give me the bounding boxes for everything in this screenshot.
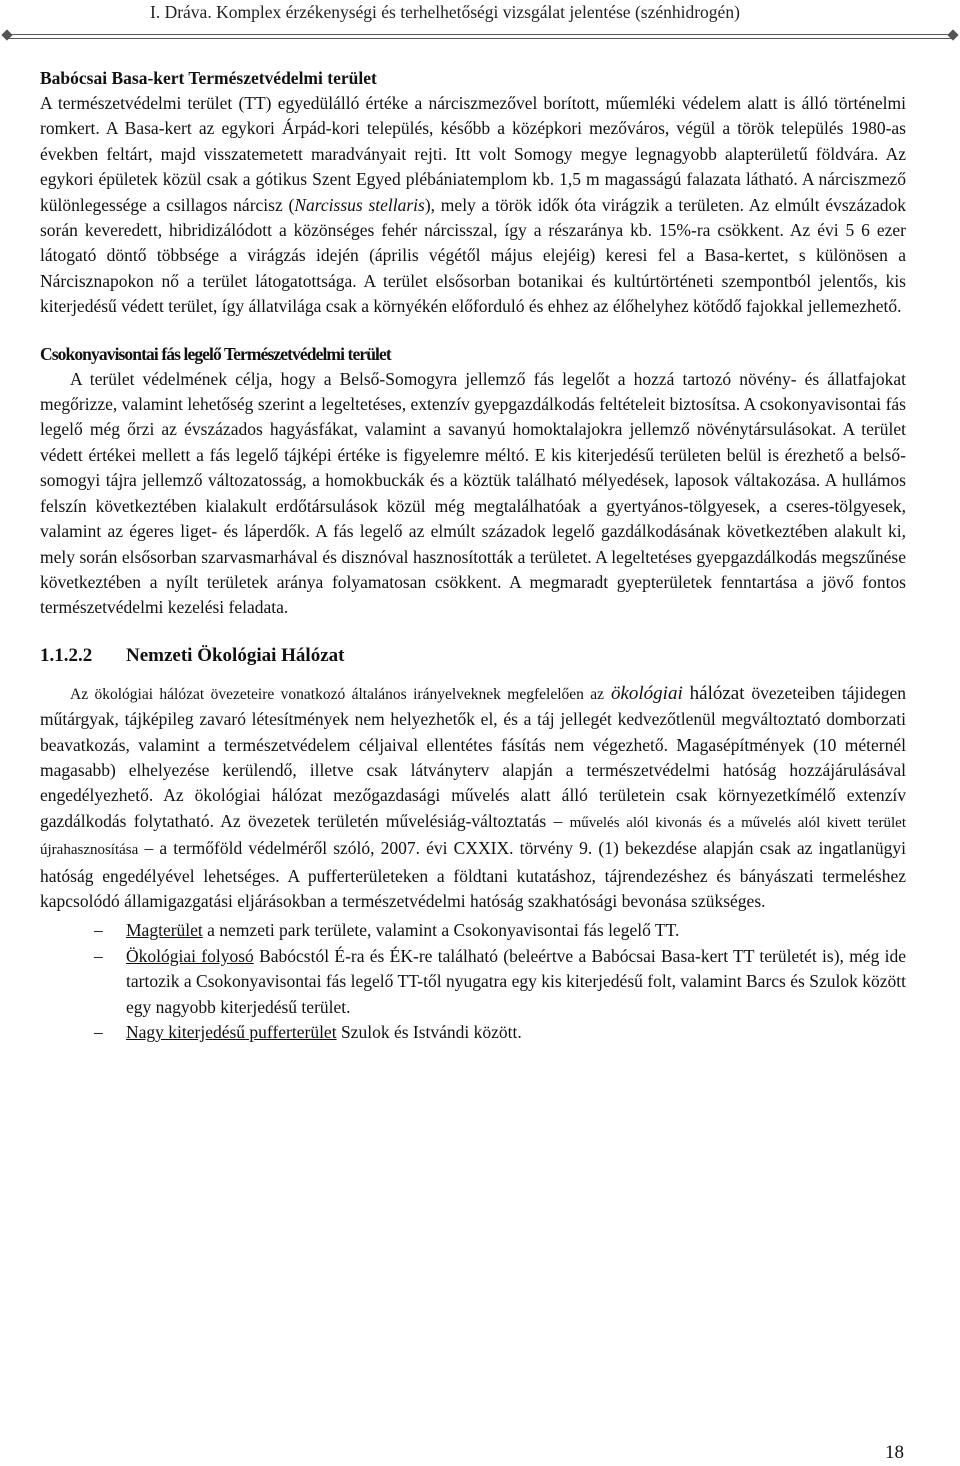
- paragraph-text: A természetvédelmi terület (TT) egyedülálló értéke a nárciszmezővel borított, műemléki védelem alatt is álló történelmi romkert. A Basa-kert az egykori Árpád-kori település, később a középkori mezőváros, végül a török település 1980-as években feltárt, majd visszatemetett maradványait rejti. Itt volt Somogy megye legnagyobb alapterületű földvára. Az egykori épületek közül csak a gótikus Szent Egyed plébániatemplom kb. 1,5 m magasságú falazata látható. A nárciszmező különlegessége a csillagos nárcisz (: [40, 93, 906, 215]
- section-title: Nemzeti Ökológiai Hálózat: [126, 644, 345, 666]
- spacer: [40, 320, 906, 342]
- spacer: [40, 621, 906, 643]
- species-name: Narcissus stellaris: [294, 194, 425, 215]
- dash: –: [144, 838, 154, 859]
- zone-list: [40, 918, 906, 1045]
- list-dash: –: [94, 945, 103, 966]
- document-body: [40, 66, 906, 1045]
- list-item: [40, 944, 906, 1020]
- lead-word: hálózat: [689, 682, 745, 704]
- section-heading-basa-kert: Babócsai Basa-kert Természetvédelmi terület: [40, 68, 377, 88]
- paragraph-text: a termőföld védelméről szóló, 2007. évi CXXIX. törvény 9. (1) bekezdése alapján csak az ingatlanügyi hatóság engedélyével lehetséges. A pufferterületeken a földtani kutatáshoz, tájrendezéshez és bányászati termeléshez kapcsolódó államigazgatási eljárásokban a természetvédelmi hatóság szakhatósági bevonása szükséges.: [40, 838, 907, 911]
- page-number: 18: [885, 1442, 904, 1463]
- list-item: [40, 1020, 906, 1045]
- paragraph-basa-kert: [40, 91, 906, 320]
- list-item-text: a nemzeti park területe, valamint a Csokonyavisontai fás legelő TT.: [202, 920, 680, 941]
- page-header: [0, 0, 960, 40]
- list-item-term: Nagy kiterjedésű pufferterület: [126, 1022, 337, 1042]
- paragraph-ecological-network: [40, 681, 906, 915]
- list-item-text: Szulok és Istvándi között.: [336, 1022, 522, 1042]
- section-heading-ecological-network: [40, 643, 906, 669]
- list-item: [40, 918, 906, 943]
- list-dash: –: [94, 920, 103, 941]
- inline-small-text: művelés alól kivonás és a művelés alól kivett terület újrahasznosítása: [40, 814, 907, 859]
- list-item-term: Ökológiai folyosó: [126, 945, 254, 966]
- list-item-text: Babócstól É-ra és ÉK-re található (beleértve a Babócsai Basa-kert TT területét is), még ide tartozik a Csokonyavisontai fás legelő TT-től nyugatra egy kis kiterjedésű folt, valamint Barcs és Szulok között egy nagyobb kiterjedésű terület.: [126, 945, 906, 1017]
- paragraph-csokonyavisonta: A terület védelmének célja, hogy a Belső-Somogyra jellemző fás legelőt a hozzá tartozó növény- és állatfajokat megőrizze, valamint lehetőség szerint a legeltetéses, extenzív gyepgazdálkodás feltételeit biztosítsa. A csokonyavisontai fás legelő még őrzi az évszázados hagyásfákat, valamint a savanyú homoktalajokra jellemző növénytársulásokat. A terület védett értékei mellett a fás legelő tájképi értéke is figyelemre méltó. E kis kiterjedésű területen belül is érezhető a belső-somogyi tájra jellemző változatosság, a homokbuckák és a köztük található mélyedések, laposok váltakozása. A hullámos felszín következtében kialakult erdőtársulások közül még megtalálhatóak a gyertyános-tölgyesek, a cseres-tölgyesek, valamint az égeres liget- és láperdők. A fás legelő az elmúlt századok legelő gazdálkodásának következtében alakult ki, mely során elsősorban szarvasmarhával és disznóval hasznosították a területet. A legeltetéses gyepgazdálkodás megszűnése következtében a nyílt területek aránya folyamatosan csökkent. A megmaradt gyepterületek fenntartása a jövő fontos természetvédelmi kezelési feladata.: [40, 368, 906, 618]
- spacer: [40, 669, 906, 681]
- paragraph-text: övezeteiben tájidegen műtárgyak, tájképileg zavaró létesítmények nem helyezhetők el, és a táj jellegét kedvezőtlenül megváltoztató domborzati beavatkozás, valamint a természetvédelem céljaival ellentétes fásítás nem végezhető. Magasépítmények (10 méternél magasabb) elhelyezése kerülendő, illetve csak látványterv alapján a természetvédelmi hatóság hozzájárulásával engedélyezhető. Az ökológiai hálózat mezőgazdasági művelés alatt álló területein csak környezetkímélő extenzív gazdálkodás folytatható. Az övezetek területén művelésiág-változtatás: [40, 682, 907, 831]
- section-heading-csokonyavisonta: Csokonyavisontai fás legelő Természetvédelmi terület: [40, 343, 391, 364]
- list-item-term: Magterület: [126, 920, 203, 941]
- paragraph-text: ), mely a török idők óta virágzik a területen. Az elmúlt évszázadok során keveredett, hibridizálódott a közönséges fehér nárcisszal, így a részaránya kb. 15%-ra csökkent. Az évi 5 6 ezer látogató döntő többsége a virágzás idején (április végétől május elejéig) keresi fel a Basa-kertet, s különösen a Nárcisznapokon nő a terület látogatottsága. A terület elsősorban botanikai és kultúrtörténeti szempontból jelentős, kis kiterjedésű védett terület, így állatvilága csak a környékén előforduló és ehhez az élőhelyhez kötődő fajokkal jellemezhető.: [40, 194, 906, 317]
- lead-italic: ökológiai: [610, 682, 683, 704]
- lead-text: Az ökológiai hálózat övezeteire vonatkozó általános irányelveknek megfelelően az: [70, 685, 605, 703]
- section-number: 1.1.2.2: [40, 644, 93, 666]
- header-rule: [8, 34, 952, 39]
- dash: –: [553, 810, 563, 831]
- header-title: I. Dráva. Komplex érzékenységi és terhelhetőségi vizsgálat jelentése (szénhidrogén): [150, 2, 740, 22]
- list-dash: –: [94, 1022, 103, 1042]
